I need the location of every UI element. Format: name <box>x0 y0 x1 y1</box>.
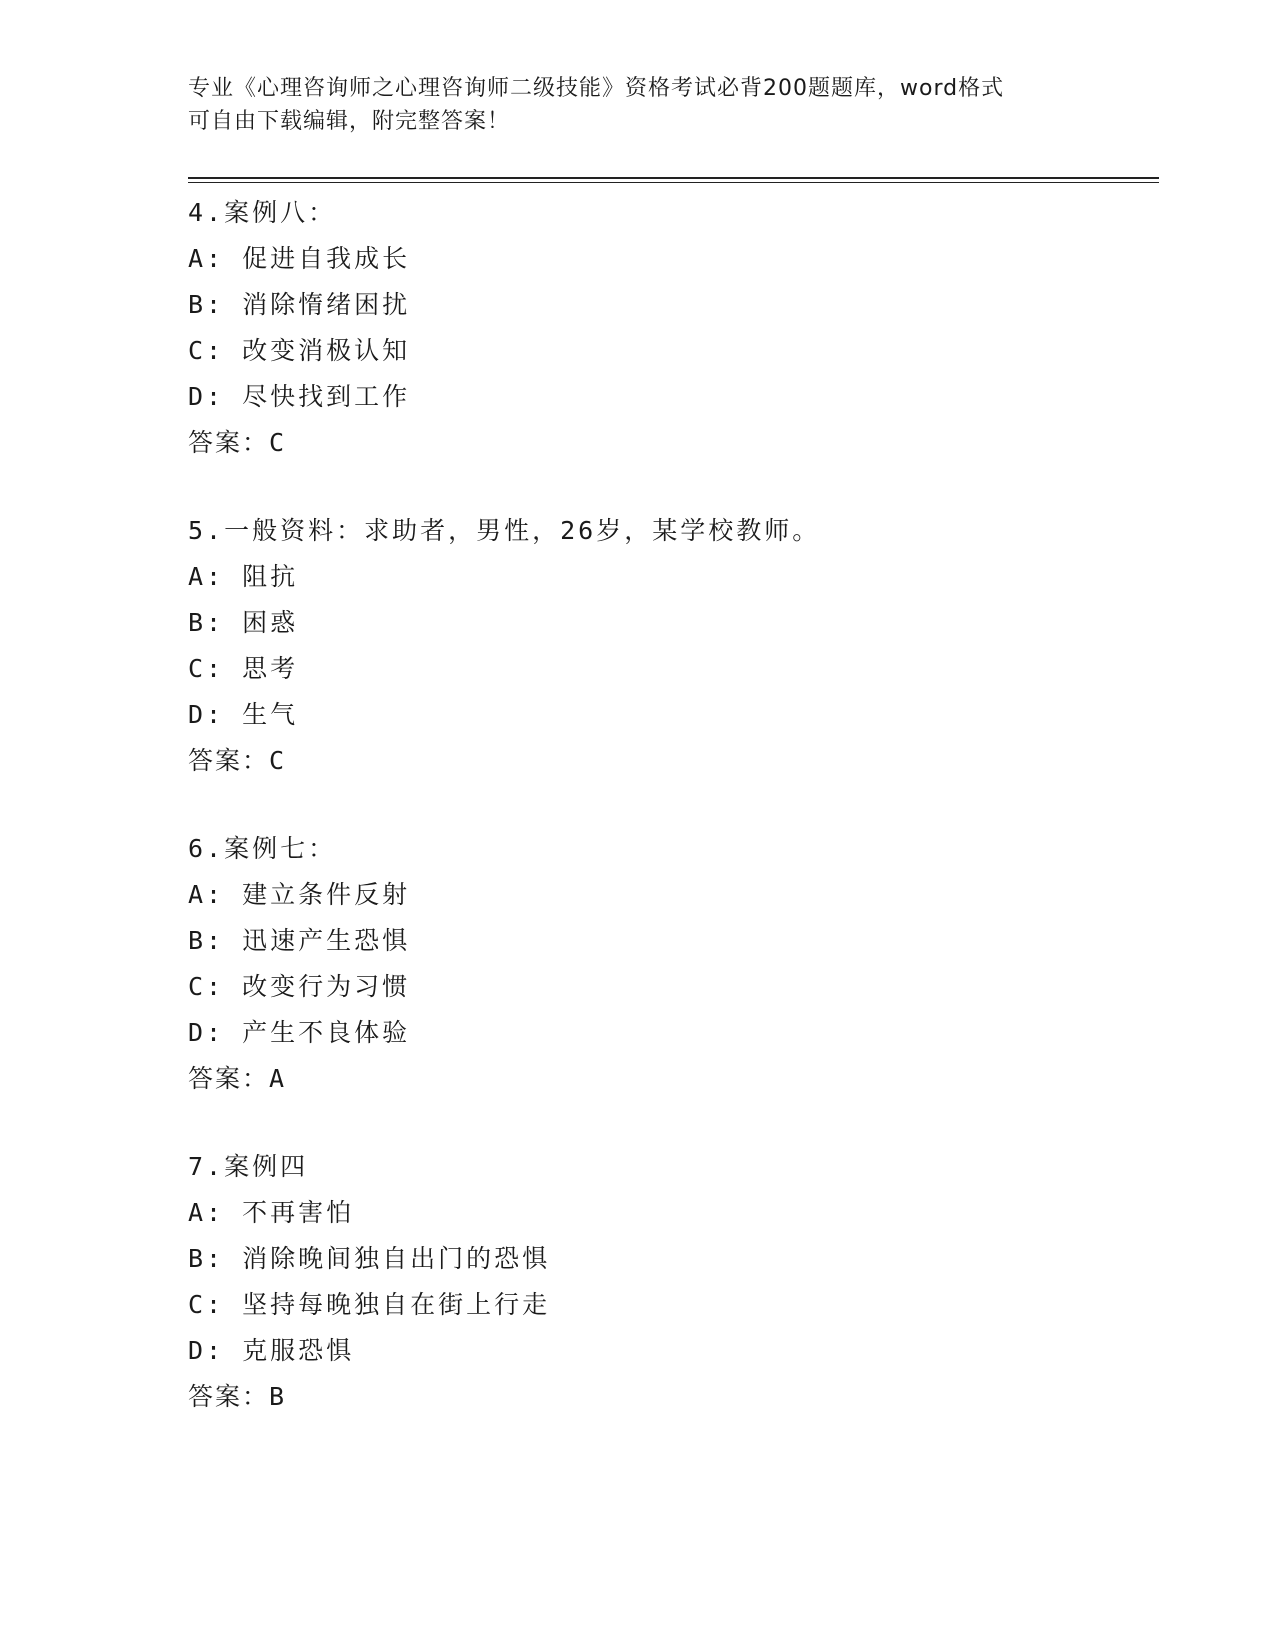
answer-value: C <box>269 746 287 775</box>
header-line-2: 可自由下载编辑，附完整答案！ <box>188 109 511 134</box>
option-key: A: <box>188 880 225 909</box>
answer-line <box>188 1056 1159 1102</box>
question-stem <box>188 826 1159 872</box>
option-text: 消除惰绪困扰 <box>242 290 411 319</box>
option-key: D: <box>188 700 225 729</box>
answer-value: C <box>269 428 287 457</box>
option-key: A: <box>188 1198 225 1227</box>
option-key: C: <box>188 972 225 1001</box>
document-header <box>188 72 1088 138</box>
question-text: 案例七： <box>224 834 337 863</box>
option-text: 生气 <box>242 700 299 729</box>
option-text: 消除晚间独自出门的恐惧 <box>242 1244 551 1273</box>
answer-label: 答案： <box>188 428 270 457</box>
question-number: 4. <box>188 198 225 227</box>
header-rule-thick <box>188 177 1159 179</box>
option-key: A: <box>188 244 225 273</box>
option-d <box>188 1328 1159 1374</box>
answer-line <box>188 420 1159 466</box>
option-text: 阻抗 <box>242 562 299 591</box>
option-b <box>188 918 1159 964</box>
question-stem <box>188 190 1159 236</box>
option-text: 促进自我成长 <box>242 244 411 273</box>
answer-label: 答案： <box>188 746 270 775</box>
question-list <box>188 190 1159 1462</box>
option-a <box>188 872 1159 918</box>
question-7 <box>188 1144 1159 1420</box>
question-number: 6. <box>188 834 225 863</box>
answer-label: 答案： <box>188 1382 270 1411</box>
option-text: 不再害怕 <box>242 1198 355 1227</box>
option-a <box>188 554 1159 600</box>
option-key: B: <box>188 926 225 955</box>
option-key: D: <box>188 1336 225 1365</box>
option-key: B: <box>188 290 225 319</box>
option-text: 改变消极认知 <box>242 336 411 365</box>
question-4 <box>188 190 1159 466</box>
answer-line <box>188 738 1159 784</box>
question-6 <box>188 826 1159 1102</box>
option-d <box>188 692 1159 738</box>
answer-value: B <box>269 1382 287 1411</box>
option-text: 建立条件反射 <box>242 880 411 909</box>
option-text: 克服恐惧 <box>242 1336 355 1365</box>
header-line-1: 专业《心理咨询师之心理咨询师二级技能》资格考试必背200题题库，word格式 <box>188 76 1005 101</box>
option-key: B: <box>188 608 225 637</box>
option-key: C: <box>188 1290 225 1319</box>
option-c <box>188 328 1159 374</box>
option-b <box>188 600 1159 646</box>
option-key: D: <box>188 1018 225 1047</box>
option-text: 迅速产生恐惧 <box>242 926 411 955</box>
question-5 <box>188 508 1159 784</box>
answer-value: A <box>269 1064 287 1093</box>
question-stem <box>188 508 1159 554</box>
option-key: C: <box>188 654 225 683</box>
option-text: 改变行为习惯 <box>242 972 411 1001</box>
option-text: 坚持每晚独自在街上行走 <box>242 1290 551 1319</box>
question-stem <box>188 1144 1159 1190</box>
option-key: D: <box>188 382 225 411</box>
option-text: 产生不良体验 <box>242 1018 411 1047</box>
option-text: 思考 <box>242 654 299 683</box>
option-key: A: <box>188 562 225 591</box>
question-number: 7. <box>188 1152 225 1181</box>
option-b <box>188 282 1159 328</box>
option-a <box>188 1190 1159 1236</box>
option-text: 困惑 <box>242 608 299 637</box>
option-d <box>188 1010 1159 1056</box>
option-d <box>188 374 1159 420</box>
answer-line <box>188 1374 1159 1420</box>
answer-label: 答案： <box>188 1064 270 1093</box>
option-text: 尽快找到工作 <box>242 382 411 411</box>
header-rule-thin <box>188 182 1159 183</box>
question-text: 案例八： <box>224 198 337 227</box>
option-a <box>188 236 1159 282</box>
option-key: C: <box>188 336 225 365</box>
question-text: 案例四 <box>224 1152 309 1181</box>
option-b <box>188 1236 1159 1282</box>
option-c <box>188 1282 1159 1328</box>
option-c <box>188 964 1159 1010</box>
option-key: B: <box>188 1244 225 1273</box>
question-number: 5. <box>188 516 225 545</box>
option-c <box>188 646 1159 692</box>
question-text: 一般资料：求助者，男性，26岁，某学校教师。 <box>224 516 821 545</box>
